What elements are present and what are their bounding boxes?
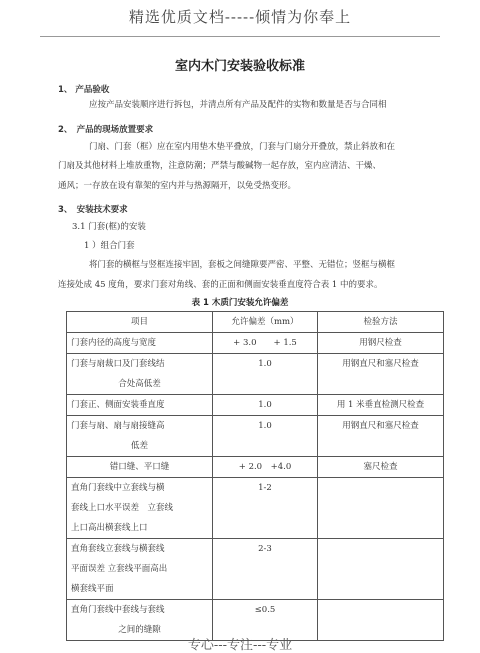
header-cell: 检验方法 <box>318 312 444 333</box>
item-text: 门套与扇、扇与扇接缝高 <box>71 421 165 431</box>
item-text: 上口高出横套线上口 <box>71 523 148 533</box>
paragraph-line: 将门套的横框与竖框连接牢固，套板之间缝隙要严密、平整、无错位；竖框与横框 <box>89 260 396 270</box>
paragraph-line: 连接处成 45 度角，要求门套对角线、套的正面和侧面安装垂直度符合表 1 中的要求。 <box>58 280 383 290</box>
section-heading: 1、 产品验收 <box>58 85 110 95</box>
paragraph-line: 应按产品安装顺序进行拆包，并清点所有产品及配件的实物和数量是否与合同相 <box>89 100 387 110</box>
item-text: 门套与扇裁口及门套线结 <box>71 359 165 369</box>
method-cell <box>318 478 444 539</box>
tolerance-cell: + 2.0 +4.0 <box>213 457 318 478</box>
method-cell: 用钢直尺和塞尺检查 <box>318 354 444 395</box>
item-text: 平面误差 立套线平面高出 <box>71 564 168 574</box>
method-cell: 用 1 米垂直检测尺检查 <box>318 395 444 416</box>
table-caption: 表 1 木质门安装允许偏差 <box>191 298 289 308</box>
tolerance-cell: + 3.0 + 1.5 <box>213 333 318 354</box>
page-footer: 专心---专注---专业 <box>187 638 293 653</box>
page-header: 精选优质文档-----倾情为你奉上 <box>128 8 352 26</box>
tolerance-cell: 2-3 <box>213 539 318 600</box>
header-divider <box>40 36 440 37</box>
item-text: 直角套线立套线与横套线 <box>71 544 165 554</box>
header-cell <box>67 312 213 333</box>
subsection-item: 1 ）组合门套 <box>84 241 135 251</box>
item-text: 直角门套线中立套线与横 <box>71 483 165 493</box>
subsection-heading: 3.1 门套(框)的安装 <box>72 222 146 232</box>
tolerance-cell: ≤0.5 <box>213 600 318 641</box>
table-row <box>67 539 444 600</box>
item-cell <box>67 354 213 395</box>
item-text: 之间的缝隙 <box>118 625 161 635</box>
table-row <box>67 416 444 457</box>
method-cell: 用钢直尺和塞尺检查 <box>318 416 444 457</box>
item-text: 合处高低差 <box>118 379 161 389</box>
item-cell <box>67 457 213 478</box>
table-header-row <box>67 312 444 333</box>
item-text: 直角门套线中套线与套线 <box>71 605 165 615</box>
item-cell <box>67 333 213 354</box>
paragraph-line: 通风；一存放在设有靠架的室内并与热源隔开，以免受热变形。 <box>58 181 297 191</box>
item-text: 错口缝、平口缝 <box>109 462 170 472</box>
tolerance-cell: 1.0 <box>213 395 318 416</box>
table-row <box>67 333 444 354</box>
section-heading: 3、 安装技术要求 <box>58 205 128 215</box>
method-cell <box>318 539 444 600</box>
tolerance-cell: 1.0 <box>213 416 318 457</box>
tolerance-cell: 1.0 <box>213 354 318 395</box>
header-cell: 允许偏差（mm） <box>213 312 318 333</box>
table-row <box>67 478 444 539</box>
item-text: 门套正、侧面安装垂直度 <box>71 400 165 410</box>
item-text: 套线上口水平误差 立套线 <box>71 503 174 513</box>
table-row <box>67 354 444 395</box>
table-row <box>67 395 444 416</box>
document-title: 室内木门安装验收标准 <box>174 59 305 74</box>
tolerance-cell: 1-2 <box>213 478 318 539</box>
item-text: 门套内径的高度与宽度 <box>71 338 157 348</box>
method-cell: 塞尺检查 <box>318 457 444 478</box>
header-text: 项目 <box>130 317 148 327</box>
paragraph-line: 门扇、门套（框）应在室内用垫木垫平叠放，门套与门扇分开叠放，禁止斜放和在 <box>89 142 396 152</box>
item-text: 低差 <box>130 441 148 451</box>
item-cell <box>67 416 213 457</box>
section-heading: 2、 产品的现场放置要求 <box>58 125 154 135</box>
paragraph-line: 门扇及其他材料上堆放重物，注意防潮；严禁与酸碱物一起存放，室内应清洁、干燥、 <box>58 161 382 171</box>
item-cell <box>67 478 213 539</box>
item-cell <box>67 395 213 416</box>
item-cell <box>67 539 213 600</box>
tolerance-table <box>66 311 444 641</box>
table-row <box>67 457 444 478</box>
method-cell: 用钢尺检查 <box>318 333 444 354</box>
item-text: 横套线平面 <box>71 584 114 594</box>
